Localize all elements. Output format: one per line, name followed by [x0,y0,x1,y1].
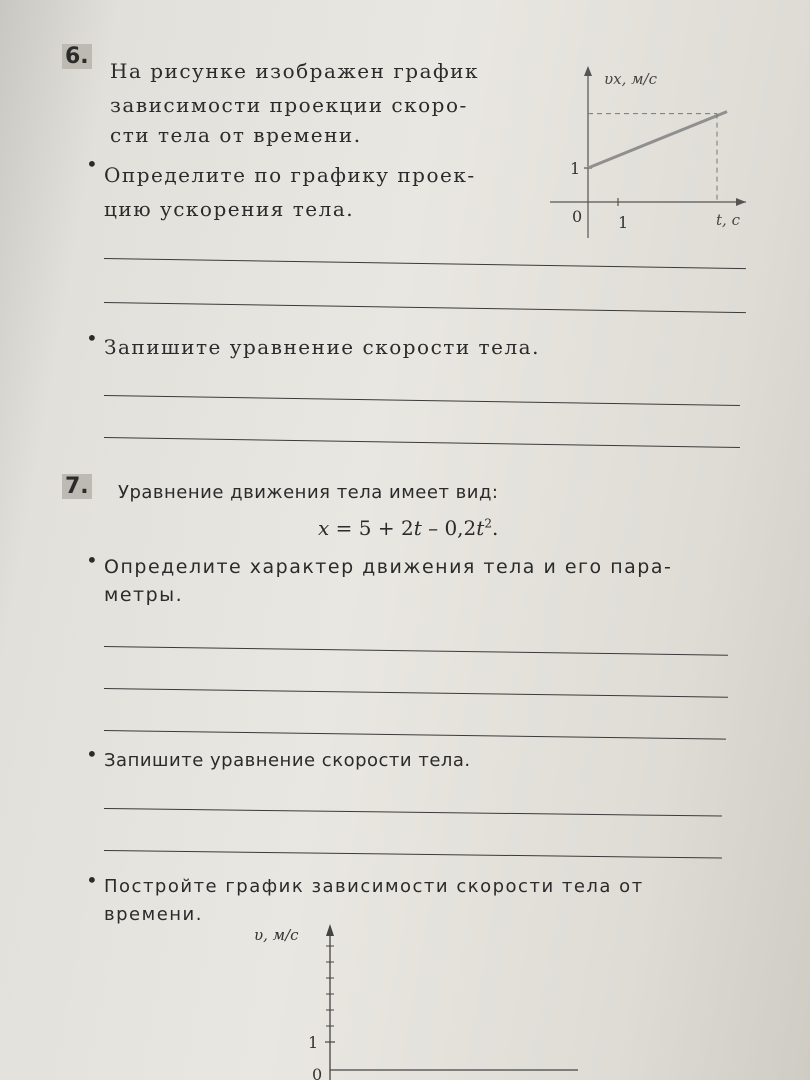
task-7-bullet-1-line-2: метры. [104,584,184,606]
task-6-bullet-1-line-2: цию ускорения тела. [104,197,355,221]
chart-y-axis-arrow [584,66,592,76]
formula-x: x [318,516,330,540]
formula-power: 2 [484,516,492,531]
formula-part-1: = 5 + 2 [329,516,414,540]
task-7-bullet-3-symbol: • [86,868,98,892]
chart-x-tick-label: 1 [618,213,629,232]
chart-origin-label: 0 [572,207,583,226]
task-6-bullet-1-symbol: • [86,152,98,176]
task-7-bullet-1-line-1: Определите характер движения тела и его пара- [104,556,673,578]
answer-line-6-4[interactable] [104,437,740,448]
task-6-bullet-1-line-1: Определите по графику проек- [104,163,476,187]
formula-end: . [491,516,499,540]
answer-line-6-3[interactable] [104,395,740,406]
chart2-y-axis-label: υ, м/с [254,926,299,944]
formula-t1: t [413,516,422,540]
chart-x-axis-arrow [736,198,746,206]
velocity-time-graph [550,60,760,240]
chart2-y-tick-label: 1 [308,1033,319,1052]
answer-line-7-3[interactable] [104,730,726,740]
answer-line-6-1[interactable] [104,258,746,269]
task-6-text-line-1: На рисунке изображен график [110,59,480,83]
chart2-y-axis-arrow [326,924,334,936]
task-7-bullet-2-text: Запишите уравнение скорости тела. [104,750,471,771]
task-6-number: 6. [62,44,92,69]
chart-x-axis-label: t, с [716,211,740,229]
answer-line-7-1[interactable] [104,646,728,656]
chart-y-tick-label: 1 [570,159,581,178]
chart-y-axis-label: υx, м/с [604,70,658,88]
task-6-text-line-3: сти тела от времени. [110,123,362,147]
task-6-text-line-2: зависимости проекции скоро- [110,93,468,117]
answer-line-7-5[interactable] [104,850,722,859]
task-7-bullet-3-line-2: времени. [104,904,203,925]
task-7-bullet-3-line-1: Постройте график зависимости скорости тела от [104,876,644,897]
answer-line-7-2[interactable] [104,688,728,698]
chart2-origin-label: 0 [312,1065,323,1080]
answer-line-7-4[interactable] [104,808,722,817]
formula-part-2: – 0,2 [421,516,477,540]
task-6-bullet-2-text: Запишите уравнение скорости тела. [104,335,540,359]
task-7-number: 7. [62,474,92,499]
formula-t2: t [476,516,485,540]
task-7-formula [318,516,498,540]
answer-line-6-2[interactable] [104,302,746,313]
chart-velocity-line [588,112,727,168]
task-6-bullet-2-symbol: • [86,326,98,350]
task-7-bullet-2-symbol: • [86,742,98,766]
blank-velocity-graph [240,918,580,1080]
task-7-text: Уравнение движения тела имеет вид: [118,482,499,503]
task-7-bullet-1-symbol: • [86,548,98,572]
